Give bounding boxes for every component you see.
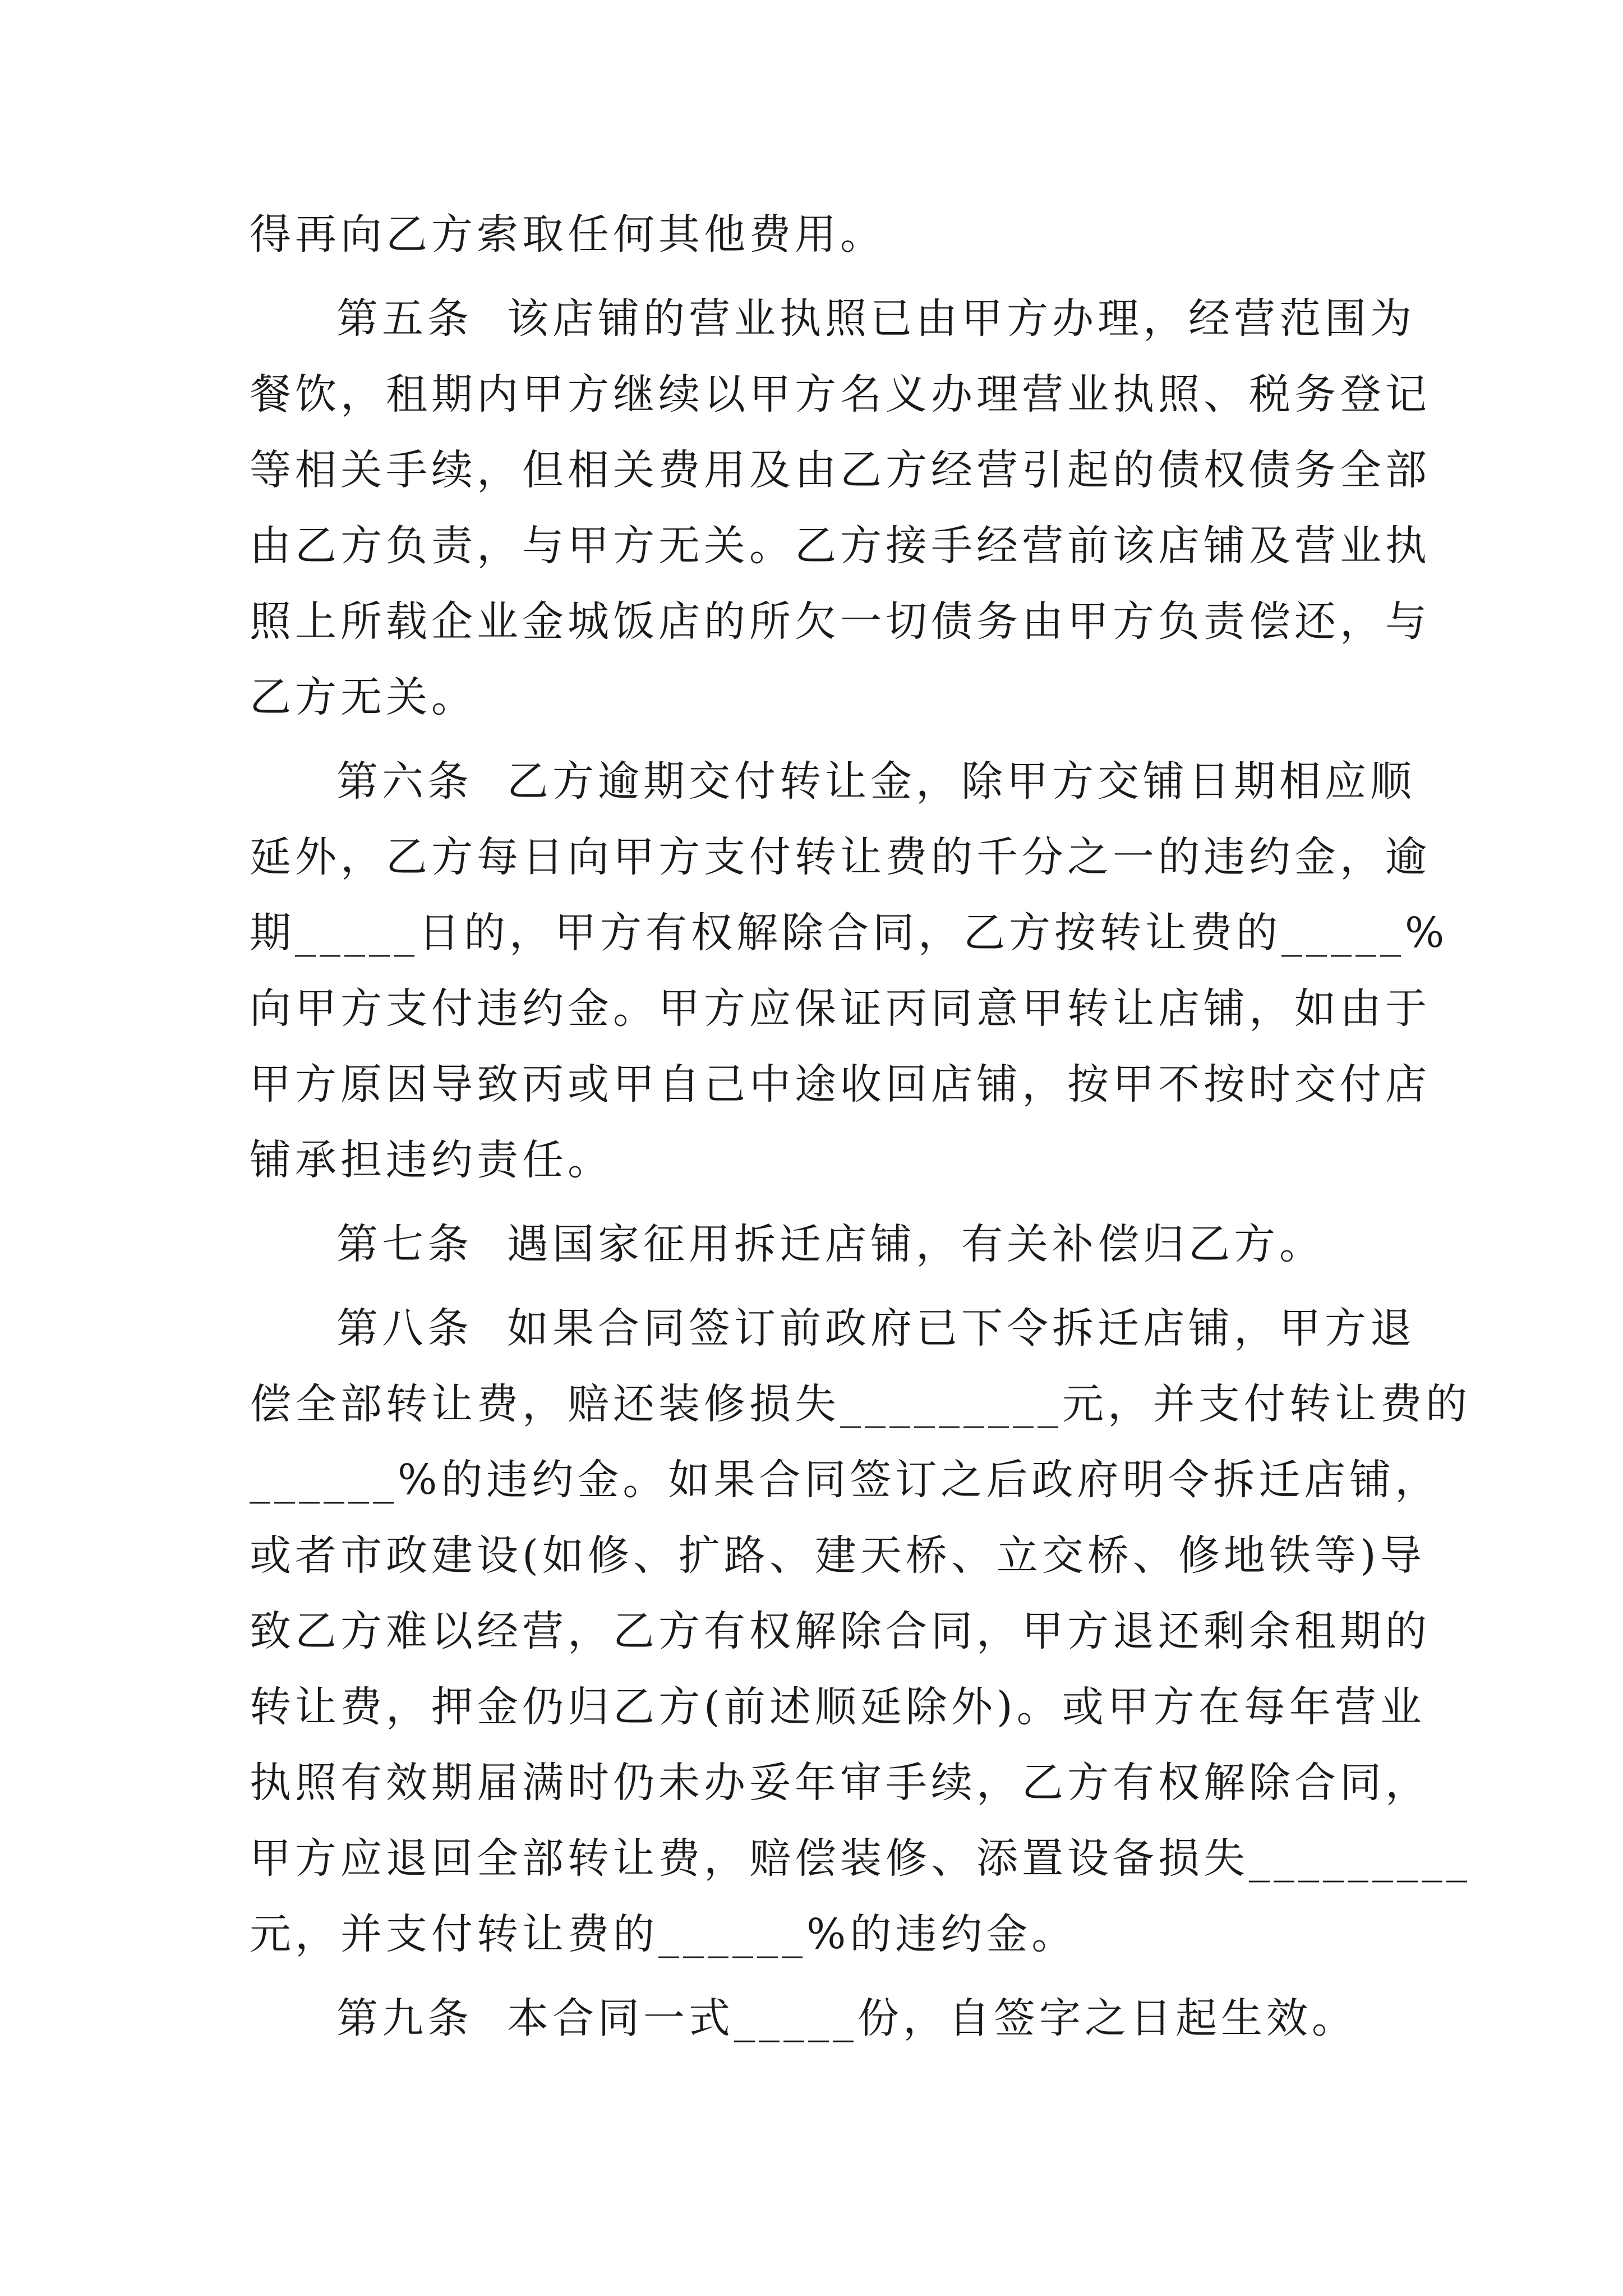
article-5-heading: 第五条 该店铺的营业执照已由甲方办理，经营范围为 bbox=[336, 295, 1416, 343]
text-line: 甲方原因导致丙或甲自己中途收回店铺，按甲不按时交付店 bbox=[250, 1060, 1431, 1108]
text-line: 甲方应退回全部转让费，赔偿装修、添置设备损失_________ bbox=[250, 1834, 1471, 1883]
text-line: 元，并支付转让费的______%的违约金。 bbox=[250, 1910, 1077, 1958]
text-line: 执照有效期届满时仍未办妥年审手续，乙方有权解除合同， bbox=[250, 1759, 1431, 1807]
text-line: 餐饮，租期内甲方继续以甲方名义办理营业执照、税务登记 bbox=[250, 370, 1431, 418]
text-line: 乙方无关。 bbox=[250, 673, 477, 721]
text-line: 等相关手续，但相关费用及由乙方经营引起的债权债务全部 bbox=[250, 446, 1431, 494]
text-line: 得再向乙方索取任何其他费用。 bbox=[250, 210, 886, 259]
text-line: 偿全部转让费，赔还装修损失_________元，并支付转让费的 bbox=[250, 1380, 1471, 1428]
text-line: 期_____日的，甲方有权解除合同，乙方按转让费的_____% bbox=[250, 909, 1449, 957]
text-line: 向甲方支付违约金。甲方应保证丙同意甲转让店铺，如由于 bbox=[250, 984, 1431, 1033]
text-line: 照上所载企业金城饭店的所欠一切债务由甲方负责偿还，与 bbox=[250, 597, 1431, 646]
text-line: 铺承担违约责任。 bbox=[250, 1136, 613, 1184]
article-9-heading: 第九条 本合同一式_____份，自签字之日起生效。 bbox=[336, 1994, 1358, 2042]
text-line: 由乙方负责，与甲方无关。乙方接手经营前该店铺及营业执 bbox=[250, 522, 1431, 570]
article-7-heading: 第七条 遇国家征用拆迁店铺，有关补偿归乙方。 bbox=[336, 1220, 1325, 1268]
text-line: 延外，乙方每日向甲方支付转让费的千分之一的违约金，逾 bbox=[250, 833, 1431, 881]
text-line: 致乙方难以经营，乙方有权解除合同，甲方退还剩余租期的 bbox=[250, 1607, 1431, 1655]
text-line: 或者市政建设(如修、扩路、建天桥、立交桥、修地铁等)导 bbox=[250, 1531, 1426, 1580]
article-8-heading: 第八条 如果合同签订前政府已下令拆迁店铺，甲方退 bbox=[336, 1304, 1416, 1352]
text-line: 转让费，押金仍归乙方(前述顺延除外)。或甲方在每年营业 bbox=[250, 1683, 1426, 1731]
text-line: ______%的违约金。如果合同签订之后政府明令拆迁店铺， bbox=[250, 1456, 1441, 1504]
article-6-heading: 第六条 乙方逾期交付转让金，除甲方交铺日期相应顺 bbox=[336, 757, 1416, 806]
